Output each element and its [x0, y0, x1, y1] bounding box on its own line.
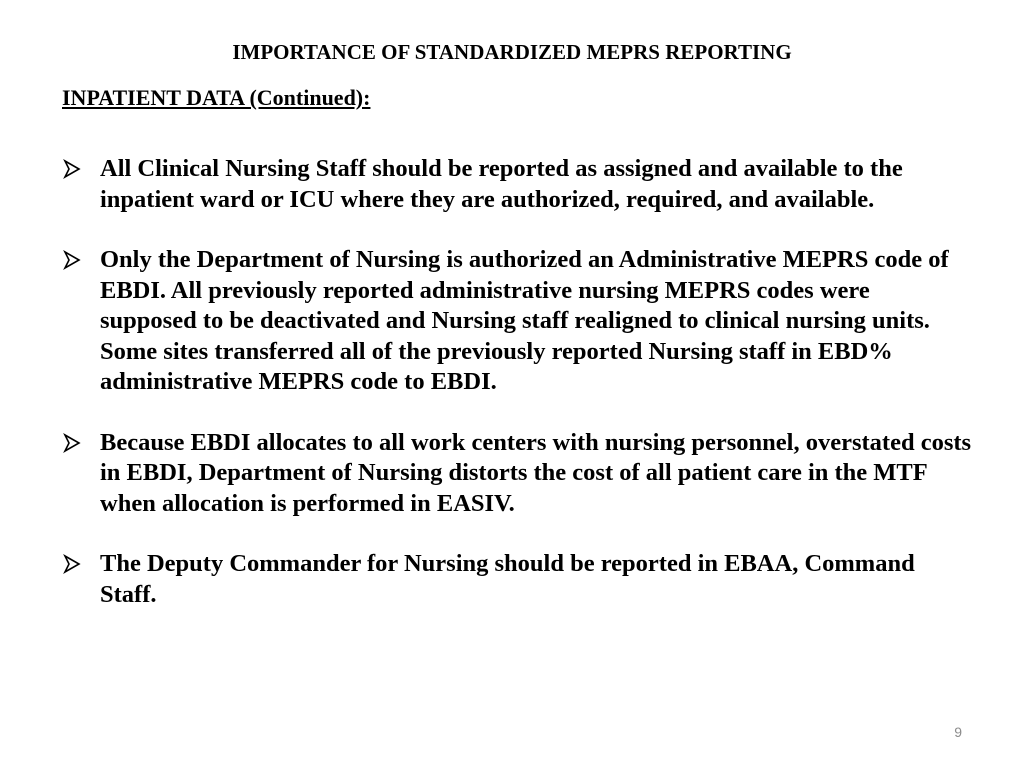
slide-title: IMPORTANCE OF STANDARDIZED MEPRS REPORTING — [232, 40, 792, 64]
bullet-item — [62, 428, 972, 520]
arrowhead-bullet-icon — [62, 246, 84, 274]
bullet-item — [62, 245, 972, 398]
page-number: 9 — [954, 724, 962, 740]
bullet-list — [62, 154, 972, 640]
bullet-item — [62, 154, 972, 215]
section-subtitle: INPATIENT DATA (Continued): — [62, 85, 371, 110]
bullet-text: All Clinical Nursing Staff should be reported as assigned and available to the inpatient ward or ICU where they are authorized, required, and available. — [100, 155, 903, 213]
arrowhead-bullet-icon — [62, 155, 84, 183]
bullet-text: The Deputy Commander for Nursing should be reported in EBAA, Command Staff. — [100, 550, 915, 608]
bullet-text: Only the Department of Nursing is authorized an Administrative MEPRS code of EBDI. All previously reported administrative nursing MEPRS codes were supposed to be deactivated and Nursing staff realigned to clinical nursing units. Some sites transferred all of the previously reported Nursing staff in EBD% administrative MEPRS code to EBDI. — [100, 246, 949, 395]
arrowhead-bullet-icon — [62, 550, 84, 578]
bullet-text: Because EBDI allocates to all work centers with nursing personnel, overstated costs in EBDI, Department of Nursing distorts the cost of all patient care in the MTF when allocation is performed in EASIV. — [100, 428, 972, 517]
arrowhead-bullet-icon — [62, 429, 84, 457]
bullet-item — [62, 549, 972, 610]
